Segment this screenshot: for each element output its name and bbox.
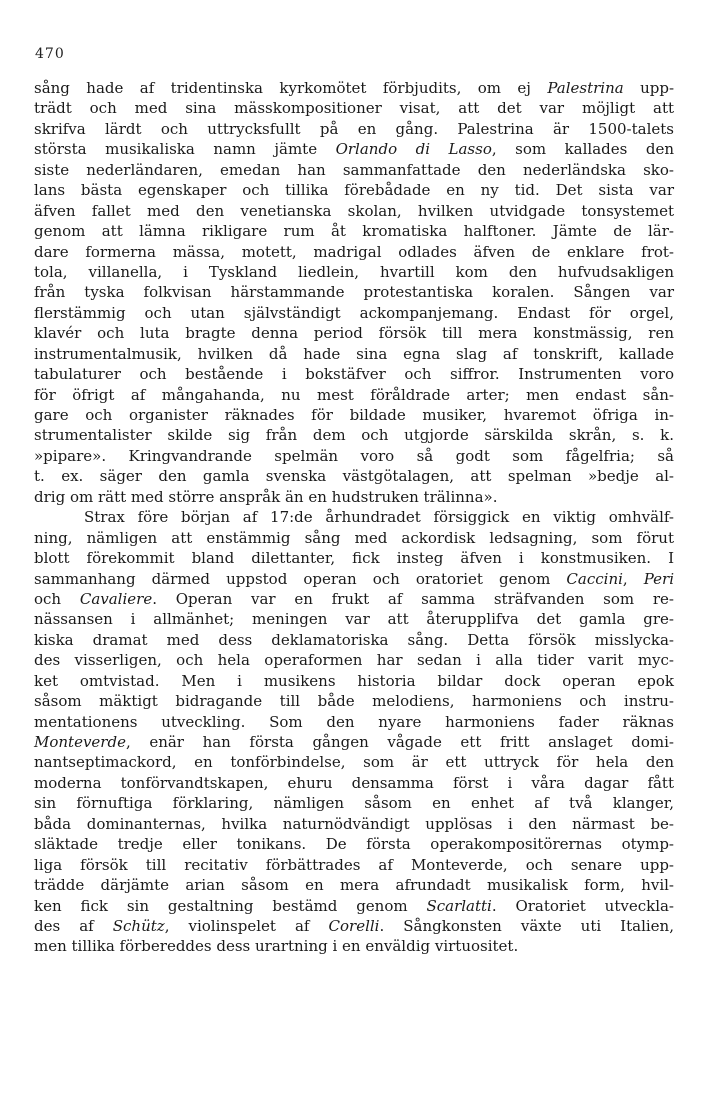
text-line bbox=[34, 242, 674, 262]
text-line bbox=[34, 589, 674, 609]
text-segment: , violinspelet af bbox=[164, 916, 329, 935]
text-line bbox=[34, 671, 674, 691]
text-line bbox=[34, 691, 674, 711]
text-line bbox=[34, 834, 674, 854]
italic-name: Caccini bbox=[566, 569, 623, 588]
text-segment: klavér och luta bragte denna period försök till mera konstmässig, ren bbox=[34, 324, 674, 343]
text-line bbox=[34, 916, 674, 936]
text-line bbox=[34, 119, 674, 139]
text-line bbox=[34, 650, 674, 670]
text-segment: båda dominanternas, hvilka naturnödvändigt upplösas i den närmast be- bbox=[34, 814, 674, 833]
text-line bbox=[34, 323, 674, 343]
text-segment: Strax före början af 17:de århundradet försiggick en viktig omhvälf- bbox=[84, 508, 674, 527]
text-line bbox=[34, 793, 674, 813]
text-segment: sin förnuftiga förklaring, nämligen såsom en enhet af två klanger, bbox=[34, 794, 674, 813]
text-segment: upp- bbox=[623, 79, 675, 97]
text-segment: från tyska folkvisan härstammande protestantiska koralen. Sången var bbox=[34, 283, 674, 302]
text-segment: lans bästa egenskaper och tillika förebådade en ny tid. Det sista var bbox=[34, 181, 674, 200]
text-segment: des visserligen, och hela operaformen har sedan i alla tider varit myc- bbox=[34, 651, 674, 670]
text-segment: släktade tredje eller tonikans. De första operakompositörernas otymp- bbox=[34, 835, 674, 854]
text-line bbox=[34, 180, 674, 200]
text-segment: des af bbox=[34, 916, 113, 935]
text-segment: instrumentalmusik, hvilken då hade sina egna slag af tonskrift, kallade bbox=[34, 344, 674, 363]
italic-name: Monteverde bbox=[34, 733, 126, 751]
text-line bbox=[34, 855, 674, 875]
text-line bbox=[34, 752, 674, 772]
text-segment: för öfrigt af mångahanda, nu mest föråldrade arter; men endast sån- bbox=[34, 385, 674, 404]
text-line bbox=[34, 466, 674, 486]
text-line bbox=[34, 507, 674, 527]
italic-name: Palestrina bbox=[547, 79, 624, 97]
italic-name: Scarlatti bbox=[426, 896, 492, 915]
text-line bbox=[34, 732, 674, 752]
page-number: 470 bbox=[35, 46, 65, 62]
text-segment: siste nederländaren, emedan han sammanfattade den nederländska sko- bbox=[34, 160, 674, 179]
text-line bbox=[34, 405, 674, 425]
text-segment: skrifva lärdt och uttrycksfullt på en gång. Palestrina är 1500-talets bbox=[34, 119, 674, 138]
italic-name: Orlando di Lasso bbox=[335, 140, 492, 159]
text-segment: . Oratoriet utveckla- bbox=[491, 896, 674, 915]
text-segment: största musikaliska namn jämte bbox=[34, 140, 336, 159]
text-segment: men tillika förbereddes dess urartning i en enväldig virtuositet. bbox=[34, 937, 519, 956]
text-segment: , enär han första gången vågade ett fritt anslaget domi- bbox=[125, 733, 674, 751]
text-line bbox=[34, 487, 674, 507]
body-text bbox=[34, 78, 674, 957]
text-segment: kiska dramat med dess deklamatoriska sång. Detta försök misslycka- bbox=[34, 630, 674, 649]
italic-name: Corelli bbox=[328, 916, 380, 935]
text-segment: flerstämmig och utan självständigt ackompanjemang. Endast för orgel, bbox=[34, 303, 674, 322]
text-segment: liga försök till recitativ förbättrades af Monteverde, och senare upp- bbox=[34, 855, 674, 874]
text-segment: drig om rätt med större anspråk än en hudstruken trälinna». bbox=[34, 487, 498, 506]
text-line bbox=[34, 344, 674, 364]
text-line bbox=[34, 814, 674, 834]
text-line bbox=[34, 630, 674, 650]
text-segment: sammanhang därmed uppstod operan och oratoriet genom bbox=[34, 569, 567, 588]
text-line bbox=[34, 896, 674, 916]
text-segment: nantseptimackord, en tonförbindelse, som är ett uttryck för hela den bbox=[34, 753, 674, 772]
text-segment: strumentalister skilde sig från dem och utgjorde särskilda skrån, s. k. bbox=[34, 426, 674, 445]
text-line bbox=[34, 160, 674, 180]
text-segment: sång hade af tridentinska kyrkomötet förbjudits, om ej bbox=[34, 79, 548, 97]
text-segment: . Sångkonsten växte uti Italien, bbox=[379, 916, 674, 935]
text-segment: trädt och med sina mässkompositioner visat, att det var möjligt att bbox=[34, 99, 674, 118]
text-segment: trädde därjämte arian såsom en mera afrundadt musikalisk form, hvil- bbox=[34, 876, 674, 895]
text-segment: nässansen i allmänhet; meningen var att återupplifva det gamla gre- bbox=[34, 610, 674, 629]
text-line bbox=[34, 936, 674, 956]
text-line bbox=[34, 569, 674, 589]
text-line bbox=[34, 282, 674, 302]
text-line bbox=[34, 98, 674, 118]
text-segment: dare formerna mässa, motett, madrigal odlades äfven de enklare frot- bbox=[34, 242, 674, 261]
text-line bbox=[34, 221, 674, 241]
text-segment: såsom mäktigt bidragande till både melodiens, harmoniens och instru- bbox=[34, 692, 674, 711]
text-line bbox=[34, 385, 674, 405]
text-line bbox=[34, 139, 674, 159]
text-line bbox=[34, 303, 674, 323]
text-segment: mentationens utveckling. Som den nyare harmoniens fader räknas bbox=[34, 712, 674, 731]
text-line bbox=[34, 425, 674, 445]
text-segment: t. ex. säger den gamla svenska västgötalagen, att spelman »bedje al- bbox=[34, 467, 674, 486]
text-segment: och bbox=[34, 589, 80, 608]
text-line bbox=[34, 446, 674, 466]
text-line bbox=[34, 528, 674, 548]
text-segment: blott förekommit bland dilettanter, fick insteg äfven i konstmusiken. I bbox=[34, 549, 674, 568]
text-segment: ken fick sin gestaltning bestämd genom bbox=[34, 896, 427, 915]
italic-name: Schütz bbox=[112, 916, 165, 935]
italic-name: Peri bbox=[643, 569, 674, 588]
italic-name: Cavaliere bbox=[79, 589, 153, 608]
text-line bbox=[34, 875, 674, 895]
text-line bbox=[34, 609, 674, 629]
text-segment: tola, villanella, i Tyskland liedlein, hvartill kom den hufvudsakligen bbox=[34, 262, 674, 281]
text-line bbox=[34, 78, 674, 98]
text-line bbox=[34, 201, 674, 221]
text-segment: gare och organister räknades för bildade musiker, hvaremot öfriga in- bbox=[34, 406, 674, 424]
text-line bbox=[34, 262, 674, 282]
text-segment: . Operan var en frukt af samma sträfvanden som re- bbox=[152, 589, 674, 608]
text-line bbox=[34, 364, 674, 384]
text-segment: tabulaturer och bestående i bokstäfver och siffror. Instrumenten voro bbox=[34, 365, 674, 384]
text-segment: äfven fallet med den venetianska skolan, hvilken utvidgade tonsystemet bbox=[34, 201, 674, 220]
text-segment: ning, nämligen att enstämmig sång med ackordisk ledsagning, som förut bbox=[34, 528, 674, 547]
text-segment: genom att lämna rikligare rum åt kromatiska halftoner. Jämte de lär- bbox=[34, 222, 674, 241]
text-line bbox=[34, 548, 674, 568]
text-segment: moderna tonförvandtskapen, ehuru densamma först i våra dagar fått bbox=[34, 773, 674, 792]
text-line bbox=[34, 712, 674, 732]
text-line bbox=[34, 773, 674, 793]
text-segment: »pipare». Kringvandrande spelmän voro så godt som fågelfria; så bbox=[34, 446, 674, 465]
text-segment: , som kallades den bbox=[491, 140, 674, 159]
text-segment: , bbox=[622, 569, 644, 588]
text-segment: ket omtvistad. Men i musikens historia bildar dock operan epok bbox=[34, 671, 674, 690]
